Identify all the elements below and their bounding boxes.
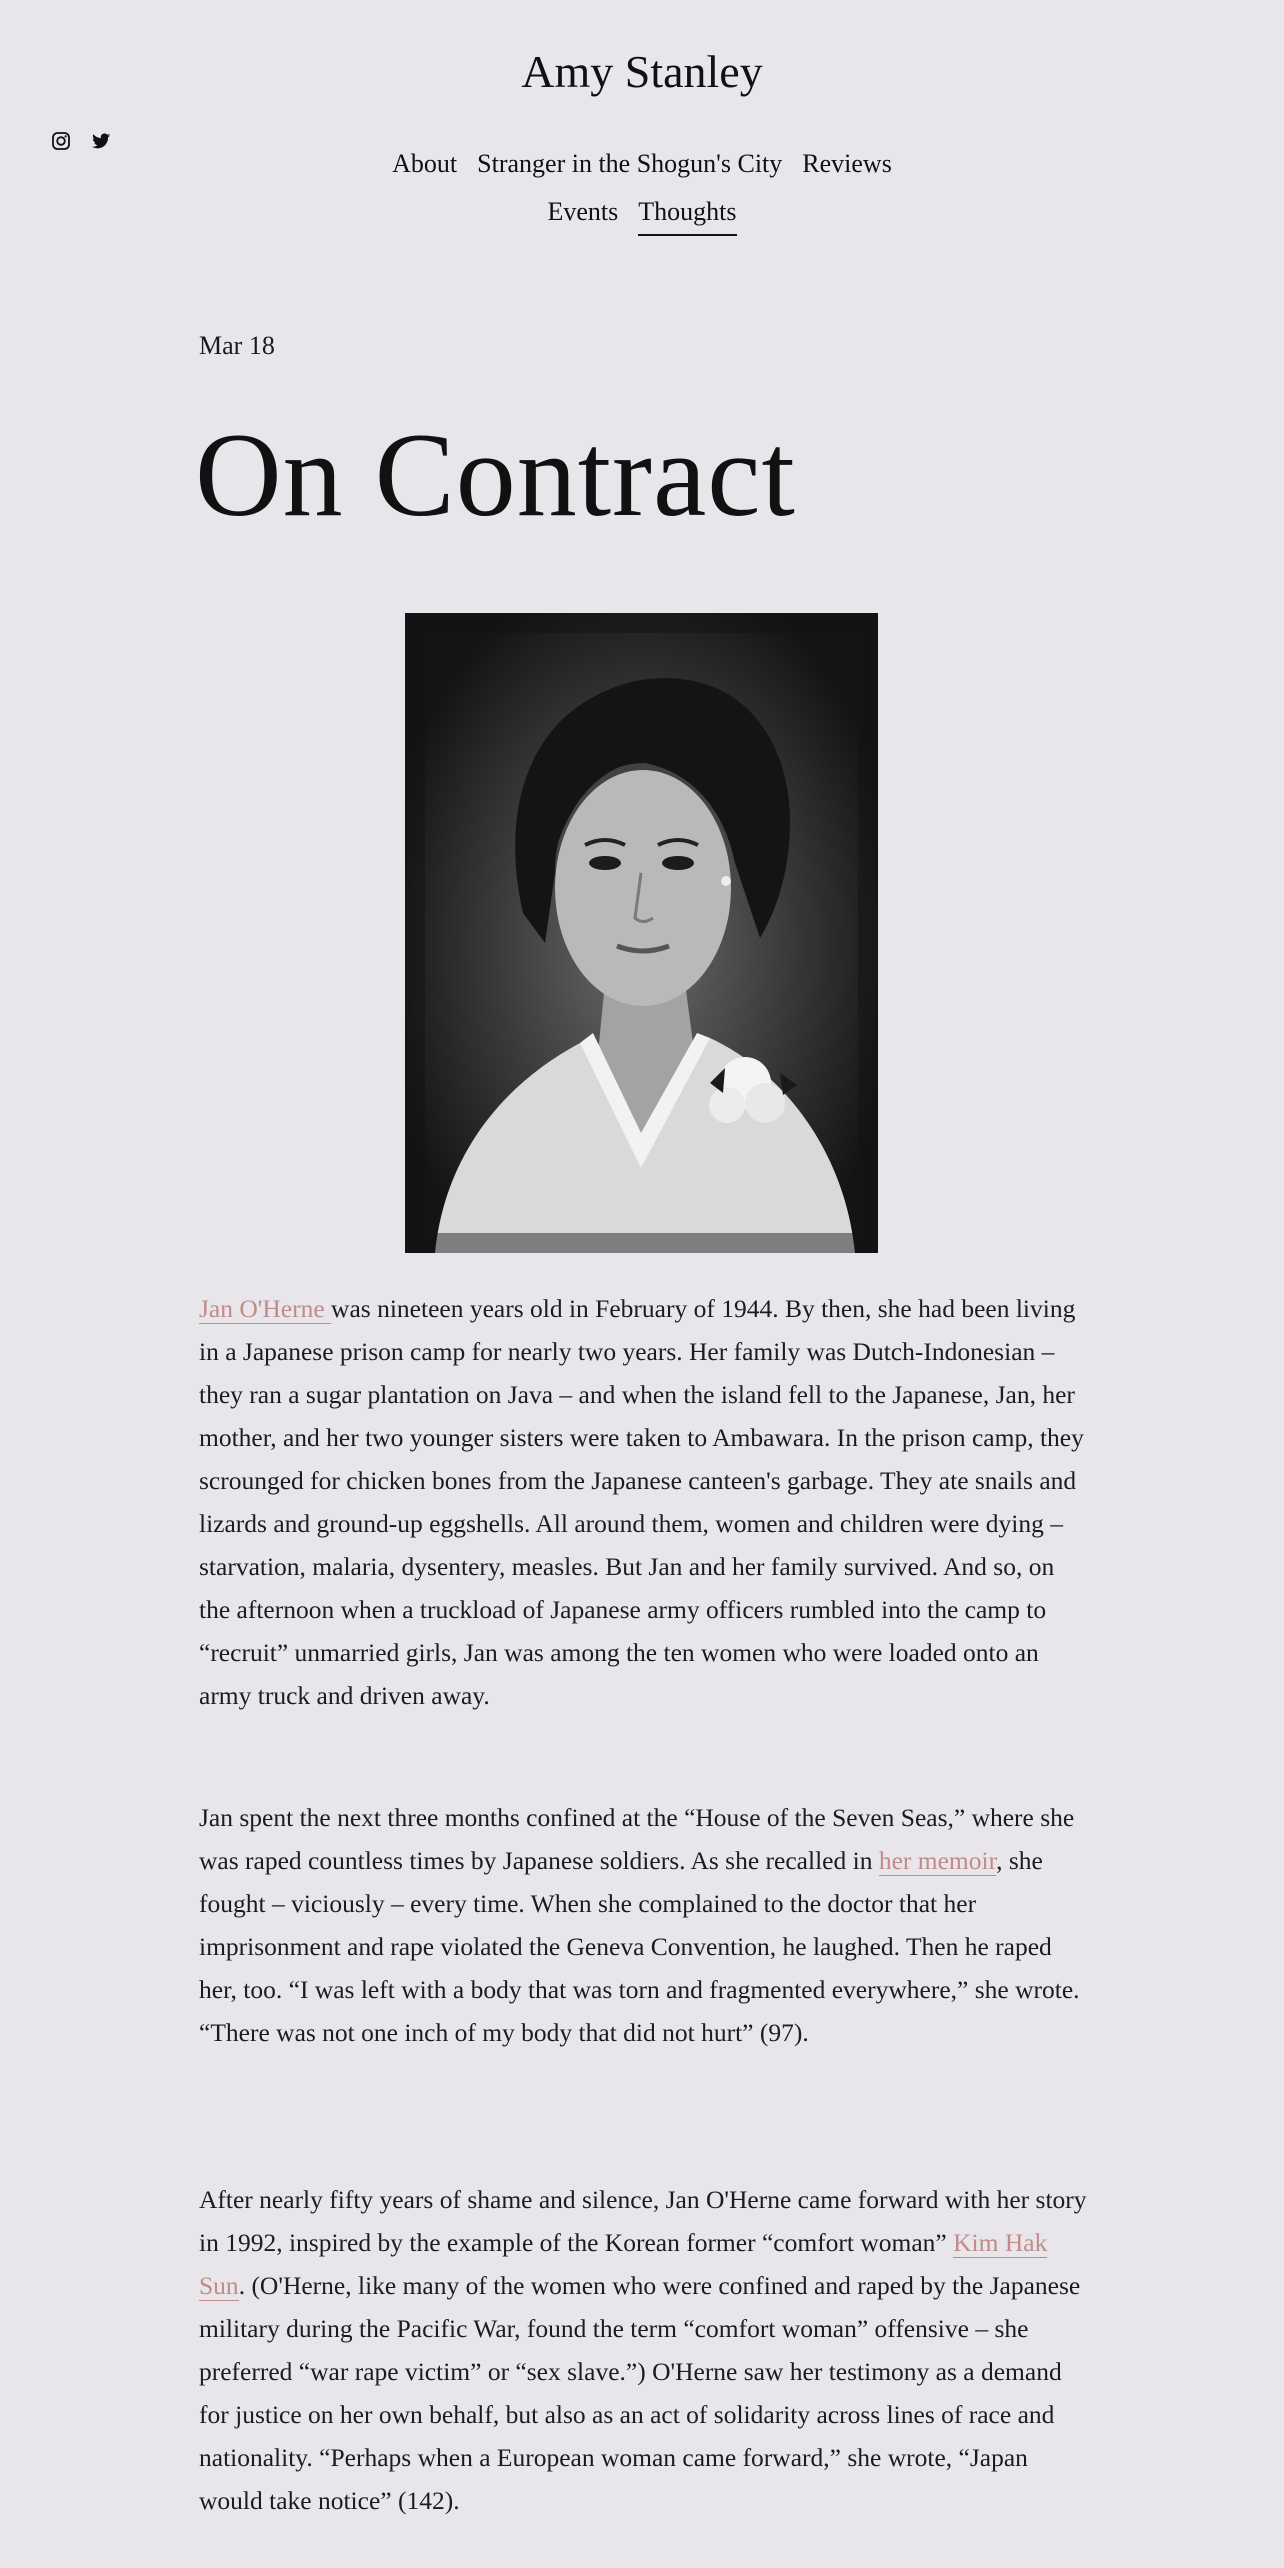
nav-item-about[interactable]: About [392,149,458,178]
paragraph-text: was nineteen years old in February of 1944. By then, she had been living in a Japanese prison camp for nearly two years. Her family was Dutch-Indonesian – they ran a sugar plantation on Java – and when the island fell to the Japanese, Jan, her mother, and her two younger sisters were taken to Ambawara. In the prison camp, they scrounged for chicken bones from the Japanese canteen's garbage. They ate snails and lizards and ground-up eggshells. All around them, women and children were dying – starvation, malaria, dysentery, measles. But Jan and her family survived. And so, on the afternoon when a truckload of Japanese army officers rumbled into the camp to “recruit” unmarried girls, Jan was among the ten women who were loaded onto an army truck and driven away. [199,1294,1084,1710]
paragraph-text: After nearly fifty years of shame and silence, Jan O'Herne came forward with her story in 1992, inspired by the example of the Korean former “comfort woman” [199,2185,1087,2257]
paragraph-text: , she fought – viciously – every time. When she complained to the doctor that her imprisonment and rape violated the Geneva Convention, he laughed. Then he raped her, too. “I was left with a body that was torn and fragmented everywhere,” she wrote. “There was not one inch of my body that did not hurt” (97). [199,1846,1080,2047]
link-her-memoir[interactable]: her memoir [878,1846,997,1875]
article-paragraph-1 [199,1287,1087,1717]
nav-item-reviews[interactable]: Reviews [802,149,892,178]
article-paragraph-3 [199,2178,1087,2522]
nav-row-primary [0,144,1284,184]
portrait-photo [405,613,878,1253]
nav-item-thoughts[interactable]: Thoughts [638,192,736,236]
paragraph-text: . (O'Herne, like many of the women who were confined and raped by the Japanese military during the Pacific War, found the term “comfort woman” offensive – she preferred “war rape victim” or “sex slave.”) O'Herne saw her testimony as a demand for justice on her own behalf, but also as an act of solidarity across lines of race and nationality. “Perhaps when a European woman came forward,” she wrote, “Japan would take notice” (142). [199,2271,1081,2515]
site-title[interactable]: Amy Stanley [521,46,763,97]
post-title: On Contract [195,408,796,541]
nav-item-events[interactable]: Events [547,197,619,226]
post-date: Mar 18 [199,331,275,360]
article-paragraph-2 [199,1796,1087,2054]
nav-item-stranger-in-the-shoguns-city[interactable]: Stranger in the Shogun's City [477,149,783,178]
link-kim-hak-sun[interactable]: Kim Hak Sun [199,2228,1048,2300]
nav-row-secondary [0,192,1284,236]
paragraph-text: Jan spent the next three months confined at the “House of the Seven Seas,” where she was raped countless times by Japanese soldiers. As she recalled in [199,1803,1075,1875]
link-jan-oherne[interactable]: Jan O'Herne [199,1294,332,1323]
